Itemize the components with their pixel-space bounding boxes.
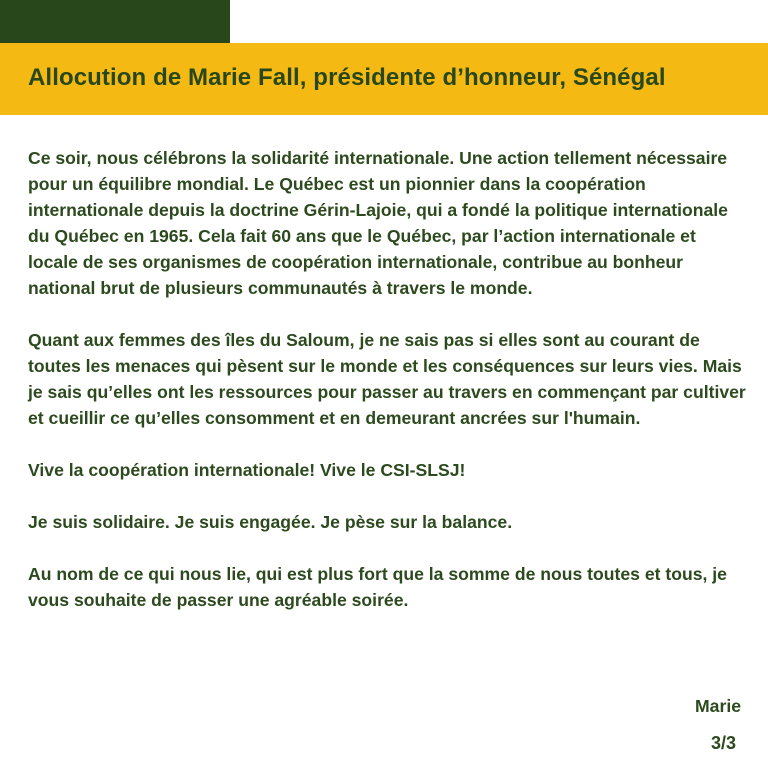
paragraph-4: Je suis solidaire. Je suis engagée. Je pèse sur la balance.	[28, 512, 513, 532]
speech-body	[28, 145, 748, 639]
paragraph-3: Vive la coopération internationale! Vive le CSI-SLSJ!	[28, 460, 466, 480]
paragraph-1: Ce soir, nous célébrons la solidarité internationale. Une action tellement nécessaire pour un équilibre mondial. Le Québec est un pionnier dans la coopération internationale depuis la doctrine Gérin-Lajoie, qui a fondé la politique internationale du Québec en 1965. Cela fait 60 ans que le Québec, par l’action internationale et locale de ses organismes de coopération internationale, contribue au bonheur national brut de plusieurs communautés à travers le monde.	[28, 148, 728, 298]
page-title: Allocution de Marie Fall, présidente d’honneur, Sénégal	[28, 64, 666, 91]
paragraph-2: Quant aux femmes des îles du Saloum, je ne sais pas si elles sont au courant de toutes les menaces qui pèsent sur le monde et les conséquences sur leurs vies. Mais je sais qu’elles ont les ressources pour passer au travers en commençant par cultiver et cueillir ce qu’elles consomment et en demeurant ancrées sur l'humain.	[28, 330, 746, 428]
signature: Marie	[695, 696, 741, 716]
page-indicator: 3/3	[710, 733, 736, 753]
title-banner	[0, 43, 768, 115]
corner-decoration-bar	[0, 0, 230, 43]
paragraph-5: Au nom de ce qui nous lie, qui est plus fort que la somme de nous toutes et tous, je vous souhaite de passer une agréable soirée.	[28, 564, 727, 610]
